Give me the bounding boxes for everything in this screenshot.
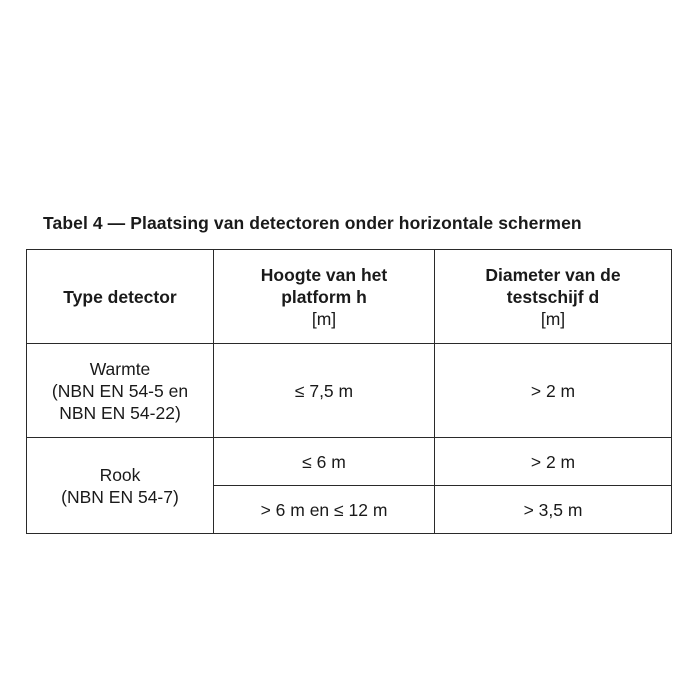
header-platform-height: Hoogte van het platform h [m] [214,250,435,344]
cell-diameter-warmte: > 2 m [435,344,672,438]
detector-placement-table [26,249,672,534]
cell-height-rook-1: ≤ 6 m [214,438,435,486]
table-row-rook-1 [27,438,672,486]
header-type-detector: Type detector [27,250,214,344]
header-height-unit: [m] [311,308,337,329]
cell-diameter-rook-1: > 2 m [435,438,672,486]
header-diameter-unit: [m] [540,308,566,329]
cell-type-warmte: Warmte (NBN EN 54-5 en NBN EN 54-22) [27,344,214,438]
table-row-warmte [27,344,672,438]
cell-diameter-rook-2: > 3,5 m [435,486,672,534]
cell-height-rook-2: > 6 m en ≤ 12 m [214,486,435,534]
table-header-row [27,250,672,344]
table-caption: Tabel 4 — Plaatsing van detectoren onder horizontale schermen [43,213,582,233]
header-test-disc-diameter: Diameter van de testschijf d [m] [435,250,672,344]
cell-type-rook: Rook (NBN EN 54-7) [27,438,214,534]
cell-height-warmte: ≤ 7,5 m [214,344,435,438]
